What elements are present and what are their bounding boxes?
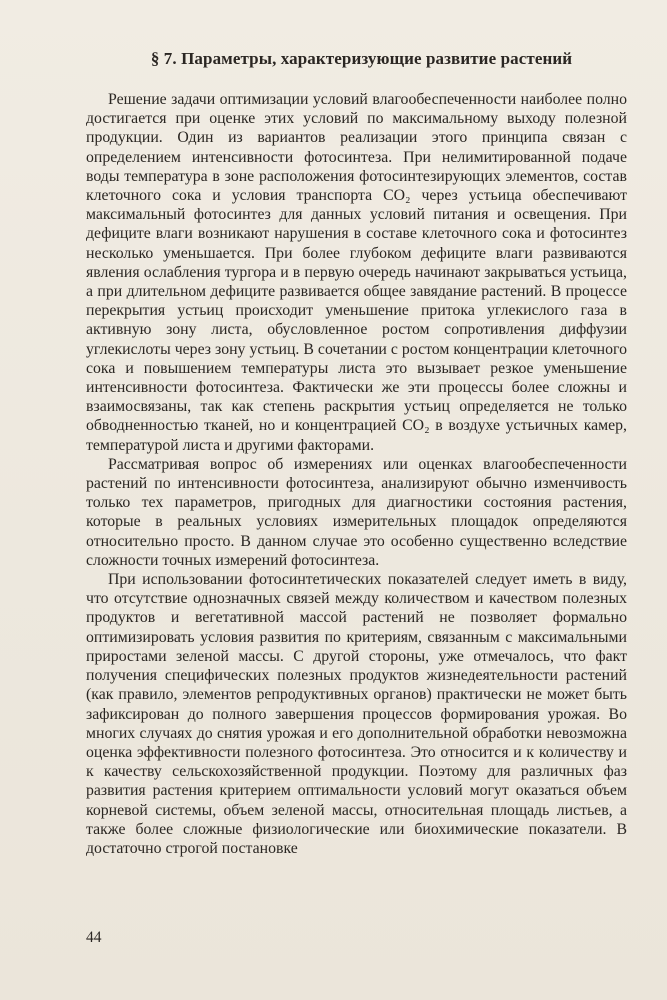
paragraph-1: Решение задачи оптимизации условий влагообеспеченности наиболее полно достигается при оценке этих условий по максимальному выходу полезной продукции. Один из вариантов реализации этого принципа связан с определением интенсивности фотосинтеза. При нелимитированной подаче воды температура в зоне расположения фотосинтезирующих элементов, состав клеточного сока и условия транспорта CO₂ через устьица обеспечивают максимальный фотосинтез для данных условий питания и освещения. При дефиците влаги возникают нарушения в составе клеточного сока и фотосинтез несколько уменьшается. При более глубоком дефиците влаги развиваются явления ослабления тургора и в первую очередь начинают закрываться устьица, а при длительном дефиците развивается общее завядание растений. В процессе перекрытия устьиц происходит уменьшение притока углекислого газа в активную зону листа, обусловленное ростом сопротивления диффузии углекислоты через зону устьиц. В сочетании с ростом концентрации клеточного сока и повышением температуры листа это вызывает резкое уменьшение интенсивности фотосинтеза. Фактически же эти процессы более сложны и взаимосвязаны, так как степень раскрытия устьиц определяется не только обводненностью тканей, но и концентрацией CO₂ в воздухе устьичных камер, температурой листа и другими факторами. — [86, 91, 627, 454]
paragraph-3: При использовании фотосинтетических показателей следует иметь в виду, что отсутствие однозначных связей между количеством и качеством полезных продуктов и вегетативной массой растений не позволяет формально оптимизировать условия развития по критериям, связанным с максимальными приростами зеленой массы. С другой стороны, уже отмечалось, что факт получения специфических полезных продуктов жизнедеятельности растений (как правило, элементов репродуктивных органов) практически не может быть зафиксирован до полного завершения процессов формирования урожая. Во многих случаях до снятия урожая и его дополнительной обработки невозможна оценка эффективности полезного фотосинтеза. Это относится и к количеству и к качеству сельскохозяйственной продукции. Поэтому для различных фаз развития растения критерием оптимальности условий могут оказаться объем корневой системы, объем зеленой массы, относительная площадь листьев, а также более сложные физиологические или биохимические показатели. В достаточно строгой постановке — [86, 571, 627, 857]
section-heading: § 7. Параметры, характеризующие развитие растений — [150, 49, 573, 68]
page-content — [86, 48, 627, 858]
page-number: 44 — [86, 929, 102, 946]
paragraph-2: Рассматривая вопрос об измерениях или оценках влагообеспеченности растений по интенсивности фотосинтеза, анализируют обычно изменчивость только тех параметров, пригодных для диагностики состояния растения, которые в реальных условиях измерительных площадок определяются относительно просто. В данном случае это особенно существенно вследствие сложности точных измерений фотосинтеза. — [86, 455, 627, 569]
